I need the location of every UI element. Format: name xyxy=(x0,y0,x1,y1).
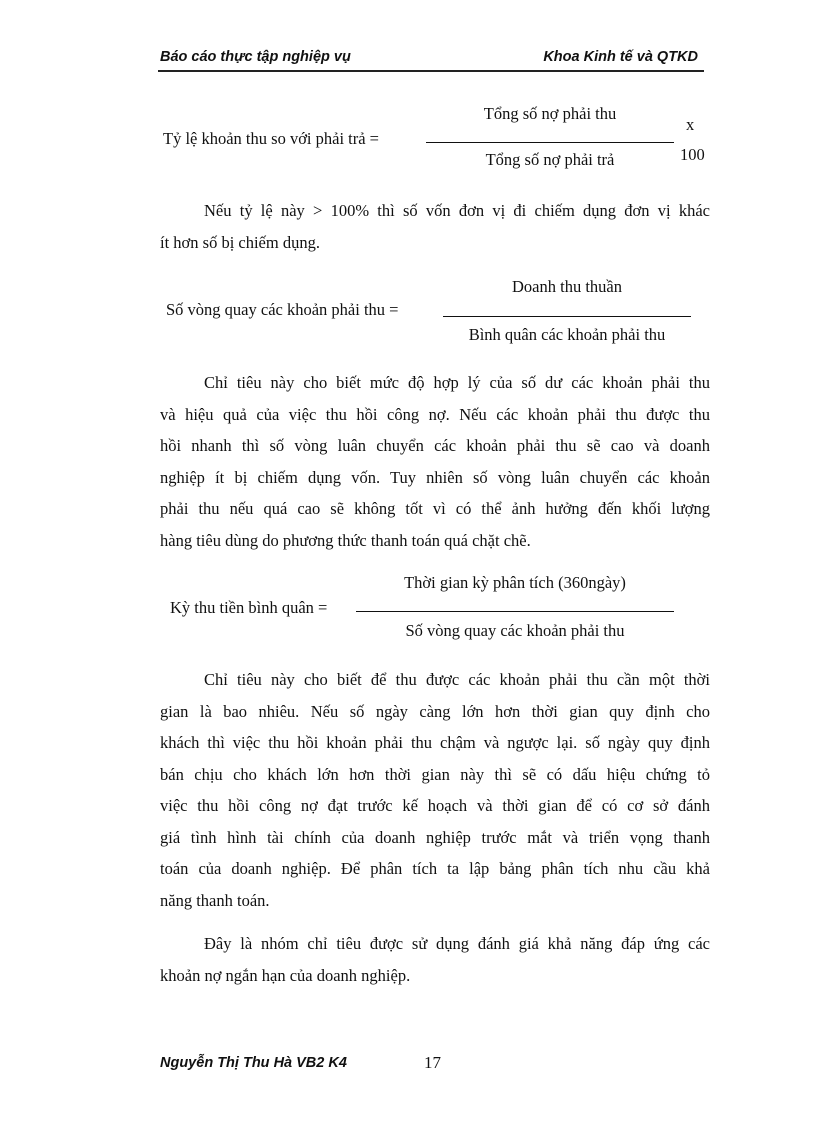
page-header xyxy=(158,48,704,72)
formula3-label: Kỳ thu tiền bình quân = xyxy=(170,598,328,617)
paragraph-line: khoản nợ ngắn hạn của doanh nghiệp. xyxy=(160,965,411,985)
paragraph-ratio-explanation xyxy=(160,195,710,258)
paragraph-collection-explanation xyxy=(160,664,710,916)
paragraph-line: hồi nhanh thì số vòng luân chuyển các khoản phải thu sẽ cao và doanh xyxy=(160,436,710,455)
formula2-numerator: Doanh thu thuần xyxy=(512,277,622,296)
paragraph-line: và hiệu quả của việc thu hồi công nợ. Nếu các khoản phải thu được thu xyxy=(160,404,710,424)
paragraph-turnover-explanation xyxy=(160,367,710,556)
paragraph-line: bán chịu cho khách lớn hơn thời gian này thì sẽ có dấu hiệu chứng tỏ xyxy=(160,764,710,784)
formula1-numerator: Tổng số nợ phải thu xyxy=(483,104,617,123)
formula1-label: Tỷ lệ khoản thu so với phải trả = xyxy=(163,129,379,148)
formula1-fraction-bar xyxy=(426,142,674,143)
paragraph-line: giá tình hình tài chính của doanh nghiệp trước mắt và triển vọng thanh xyxy=(160,827,710,847)
paragraph-line: năng thanh toán. xyxy=(160,890,270,910)
paragraph-line: toán của doanh nghiệp. Để phân tích ta lập bảng phân tích nhu cầu khả xyxy=(160,859,710,878)
paragraph-line: phải thu nếu quá cao sẽ không tốt vì có thể ảnh hưởng đến khối lượng xyxy=(160,499,710,518)
formula3-numerator: Thời gian kỳ phân tích (360ngày) xyxy=(404,573,626,592)
header-faculty: Khoa Kinh tế và QTKD xyxy=(543,49,698,65)
paragraph-line: Nếu tỷ lệ này > 100% thì số vốn đơn vị đi chiếm dụng đơn vị khác xyxy=(204,201,710,220)
paragraph-line: Đây là nhóm chỉ tiêu được sử dụng đánh giá khả năng đáp ứng các xyxy=(204,934,710,953)
formula3-fraction-bar xyxy=(356,611,674,612)
paragraph-short-term-indicators xyxy=(160,928,710,991)
paragraph-line: gian là bao nhiêu. Nếu số ngày càng lớn hơn thời gian quy định cho xyxy=(160,701,710,721)
paragraph-line: hàng tiêu dùng do phương thức thanh toán quá chặt chẽ. xyxy=(160,530,531,550)
formula1-denominator: Tổng số nợ phải trả xyxy=(485,150,615,169)
paragraph-line: khách thì việc thu hồi khoản phải thu chậm và ngược lại. số ngày quy định xyxy=(160,733,710,752)
formula3-denominator: Số vòng quay các khoản phải thu xyxy=(405,621,625,640)
formula2-label: Số vòng quay các khoản phải thu = xyxy=(166,300,399,319)
formula2-fraction-bar xyxy=(443,316,691,317)
formula2-denominator: Bình quân các khoản phải thu xyxy=(468,325,666,344)
paragraph-line: Chỉ tiêu này cho biết mức độ hợp lý của số dư các khoản phải thu xyxy=(204,373,710,392)
paragraph-line: ít hơn số bị chiếm dụng. xyxy=(160,232,320,252)
paragraph-line: việc thu hồi công nợ đạt trước kế hoạch và thời gian để có cơ sở đánh xyxy=(160,796,710,815)
formula1-multiplier-value: 100 xyxy=(680,145,705,164)
footer-author: Nguyễn Thị Thu Hà VB2 K4 xyxy=(160,1055,347,1071)
page-number: 17 xyxy=(424,1053,441,1072)
formula1-multiply-sign: x xyxy=(686,115,695,134)
paragraph-line: Chỉ tiêu này cho biết để thu được các khoản phải thu cần một thời xyxy=(204,670,710,689)
header-report-title: Báo cáo thực tập nghiệp vụ xyxy=(160,49,351,65)
paragraph-line: nghiệp ít bị chiếm dụng vốn. Tuy nhiên số vòng luân chuyển các khoản xyxy=(160,467,710,487)
